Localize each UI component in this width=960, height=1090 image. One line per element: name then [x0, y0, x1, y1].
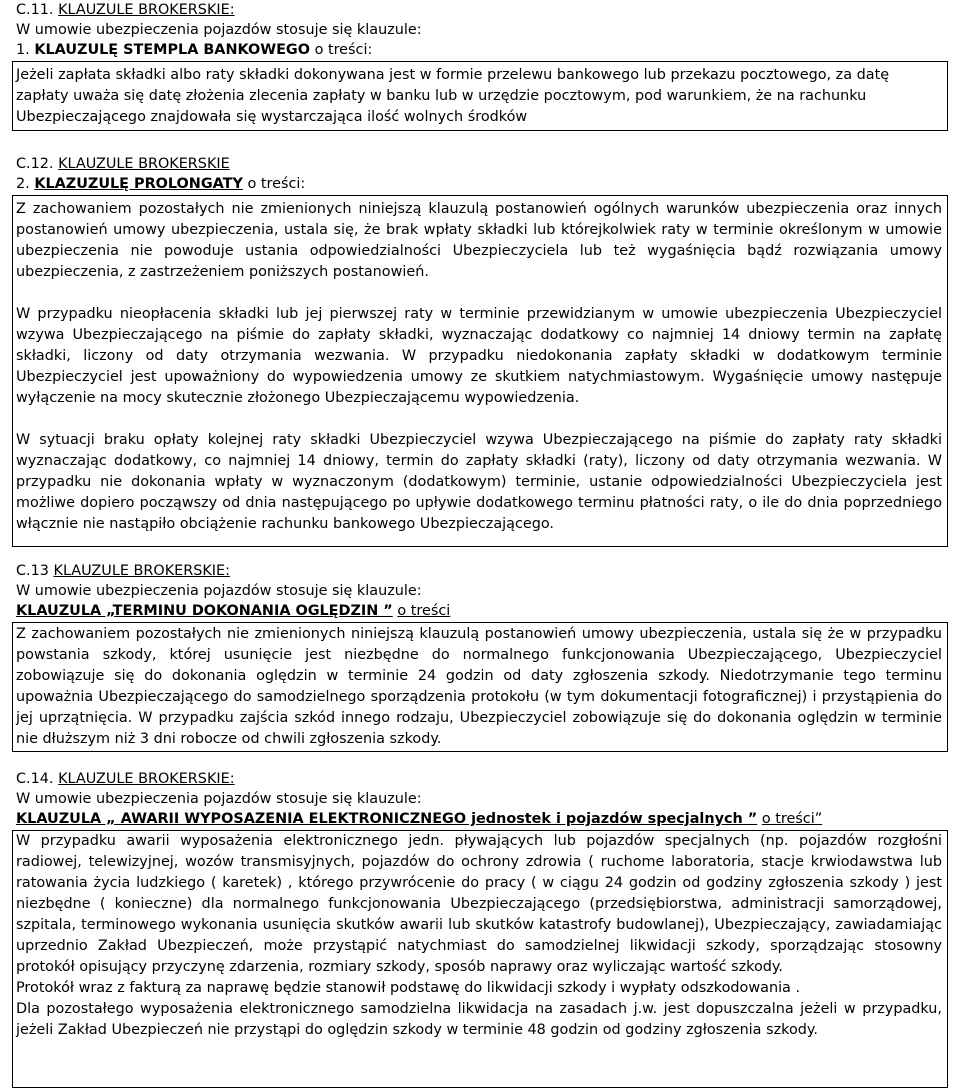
section-c13-body: Z zachowaniem pozostałych nie zmienionych niniejszą klauzulą postanowień umowy ubezpieczenia, ustala się że w przypadku powstania szkody, której usunięcie jest niezbędne do normalnego funkcjonowania Ubezpieczającego, Ubezpieczyciel zobowiązuje się do dokonania oględzin w terminie 24 godzin od daty zgłoszenia szkody. Niedotrzymanie tego terminu upoważnia Ubezpieczającego do samodzielnego sporządzenia protokołu (w tym dokumentacji fotograficznej) i przystąpienia do jej uprzątnięcia. W przypadku zajścia szkód innego rodzaju, Ubezpieczyciel zobowiązuje się do dokonania oględzin w terminie nie dłuższym niż 3 dni robocze od chwili zgłoszenia szkody. [16, 626, 942, 747]
c12-paragraph-2: W przypadku nieopłacenia składki lub jej pierwszej raty w terminie przewidzianym w umowie ubezpieczenia Ubezpieczyciel wzywa Ubezpieczającego na piśmie do zapłaty składki, wyznaczając dodatkowy co najmniej 14 dniowy termin na zapłatę składki, liczony od daty otrzymania wezwania. W przypadku niedokonania zapłaty składki w dodatkowym terminie Ubezpieczyciel jest upoważniony do wypowiedzenia umowy ze skutkiem natychmiastowym. Wygaśnięcie umowy następuje wyłączenie na mocy skutecznie złożonego Ubezpieczającemu wypowiedzenia. [16, 306, 942, 406]
c12-paragraph-3: W sytuacji braku opłaty kolejnej raty składki Ubezpieczyciel wzywa Ubezpieczającego na piśmie do zapłaty raty składki wyznaczając dodatkowy, co najmniej 14 dniowy, termin do zapłaty składki (raty), liczony od daty otrzymania wezwania. W przypadku nie dokonania wpłaty w wyznaczonym (dodatkowym) terminie, ustanie odpowiedzialności Ubezpieczyciela jest możliwe dopiero począwszy od dnia następującego po upływie dodatkowego terminu płatności raty, o ile do dnia poprzedniego włącznie nie nastąpiło obciążenie rachunku bankowego Ubezpieczającego. [16, 432, 942, 532]
section-c14-clause-title: KLAUZULA „ AWARII WYPOSAZENIA ELEKTRONICZNEGO jednostek i pojazdów specjalnych ” o treści” [16, 811, 823, 827]
section-c14-intro: W umowie ubezpieczenia pojazdów stosuje się klauzule: [16, 791, 422, 807]
section-c11-box [12, 61, 948, 131]
c14-paragraph-1: W przypadku awarii wyposażenia elektronicznego jedn. pływających lub pojazdów specjalnych (np. pojazdów rozgłośni radiowej, telewizyjnej, wozów transmisyjnych, pojazdów do ochrony zdrowia ( ruchome laboratoria, stacje krwiodawstwa lub ratowania życia ludzkiego ( karetek) , którego przywrócenie do pracy ( w ciągu 24 godzin od godziny zgłoszenia szkody ) jest niezbędne ( konieczne) dla normalnego funkcjonowania Ubezpieczającego (przedsiębiorstwa, administracji samorządowej, szpitala, terminowego wykonania usunięcia skutków awarii lub skutków katastrofy budowlanej), Ubezpieczający, zawiadamiając uprzednio Zakład Ubezpieczeń, może przystąpić natychmiast do samodzielnej likwidacji szkody, sporządzając stosowny protokół opisujący przyczynę zdarzenia, rozmiary szkody, sposób naprawy oraz wyliczając wartość szkody. [16, 833, 942, 975]
section-c14-heading: C.14. KLAUZULE BROKERSKIE: [16, 771, 235, 787]
section-c13-intro: W umowie ubezpieczenia pojazdów stosuje się klauzule: [16, 583, 422, 599]
c14-paragraph-3: Dla pozostałego wyposażenia elektronicznego samodzielna likwidacja na zasadach j.w. jest dopuszczalna jeżeli w przypadku, jeżeli Zakład Ubezpieczeń nie przystąpi do oględzin szkody w terminie 48 godzin od godziny zgłoszenia szkody. [16, 1001, 942, 1038]
section-c12-body [16, 199, 942, 535]
section-c13-box [12, 622, 948, 752]
section-c12-heading: C.12. KLAUZULE BROKERSKIE [16, 156, 230, 172]
section-c14-body [16, 831, 942, 1041]
section-c11-intro: W umowie ubezpieczenia pojazdów stosuje się klauzule: [16, 22, 422, 38]
section-c11-heading: C.11. KLAUZULE BROKERSKIE: [16, 2, 235, 18]
section-c12-box [12, 195, 948, 547]
section-c14-box [12, 830, 948, 1088]
section-c12-clause-title: 2. KLAZUZULĘ PROLONGATY o treści: [16, 176, 306, 192]
section-c13-heading: C.13 KLAUZULE BROKERSKIE: [16, 563, 230, 579]
section-c11-body: Jeżeli zapłata składki albo raty składki dokonywana jest w formie przelewu bankowego lub przekazu pocztowego, za datę zapłaty uważa się datę złożenia zlecenia zapłaty w banku lub w urzędzie pocztowym, pod warunkiem, że na rachunku Ubezpieczającego znajdowała się wystarczająca ilość wolnych środków [16, 67, 890, 125]
c12-paragraph-1: Z zachowaniem pozostałych nie zmienionych niniejszą klauzulą postanowień ogólnych warunków ubezpieczenia oraz innych postanowień umowy ubezpieczenia, ustala się, że brak wpłaty składki lub którejkolwiek raty w terminie określonym w umowie ubezpieczenia nie powoduje ustania odpowiedzialności Ubezpieczyciela lub też wygaśnięcia bądź rozwiązania umowy ubezpieczenia, z zastrzeżeniem poniższych postanowień. [16, 201, 942, 280]
section-c13-clause-title: KLAUZULA „TERMINU DOKONANIA OGLĘDZIN ” o treści [16, 603, 451, 619]
section-c11-clause-title: 1. KLAUZULĘ STEMPLA BANKOWEGO o treści: [16, 42, 373, 58]
c14-paragraph-2: Protokół wraz z fakturą za naprawę będzie stanowił podstawę do likwidacji szkody i wypłaty odszkodowania . [16, 980, 801, 996]
